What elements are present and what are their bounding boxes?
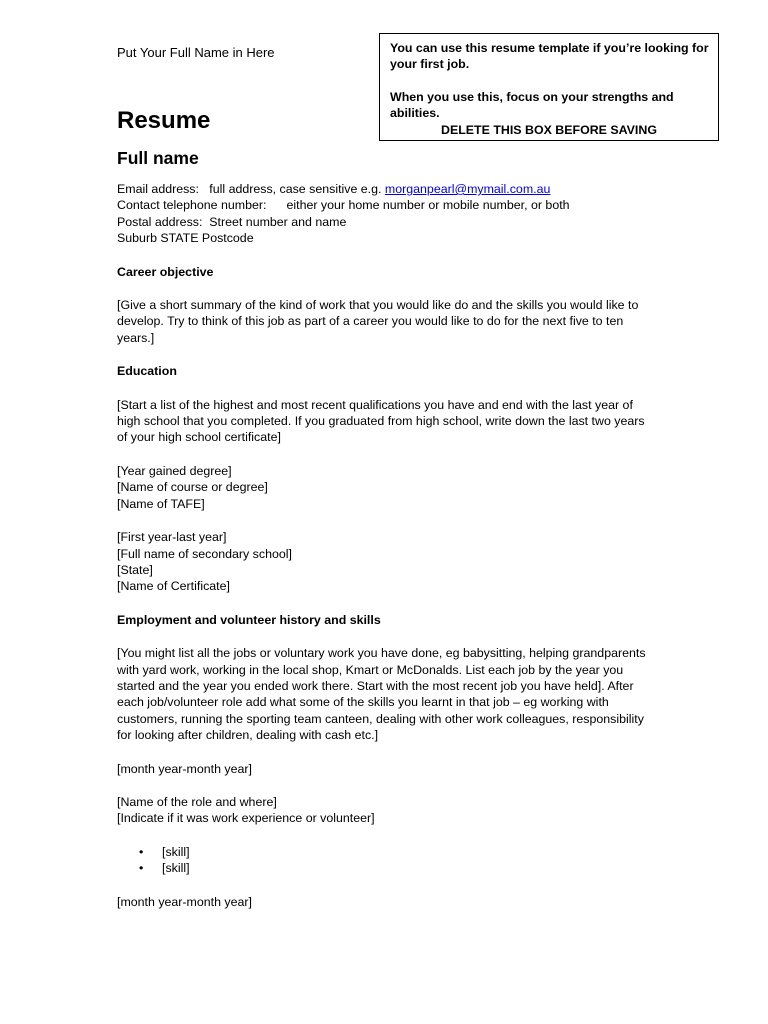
email-label: Email address: <box>117 182 199 196</box>
phone-label: Contact telephone number: <box>117 198 267 213</box>
suburb-line: Suburb STATE Postcode <box>117 231 254 246</box>
phone-description: either your home number or mobile number, or both <box>286 198 570 213</box>
list-item <box>117 844 657 860</box>
education-heading: Education <box>117 364 177 379</box>
instruction-delete-note: DELETE THIS BOX BEFORE SAVING <box>441 122 657 137</box>
phone-line <box>117 197 657 213</box>
resume-content <box>117 105 657 927</box>
list-item <box>117 860 657 876</box>
skill-text: [skill] <box>162 861 190 876</box>
email-link[interactable]: morganpearl@mymail.com.au <box>384 182 551 196</box>
education-entry-degree <box>117 463 657 512</box>
education-entry-line: [First year-last year] <box>117 530 227 545</box>
education-entry-line: [Name of TAFE] <box>117 496 205 511</box>
education-entry-school <box>117 529 657 595</box>
skills-list <box>117 844 657 877</box>
bullet-icon: • <box>139 861 144 876</box>
role-type-note: [Indicate if it was work experience or volunteer] <box>117 811 375 826</box>
skill-text: [skill] <box>162 844 190 859</box>
name-placeholder: Put Your Full Name in Here <box>117 45 275 60</box>
full-name-heading: Full name <box>117 148 199 168</box>
education-entry-line: [Name of Certificate] <box>117 579 230 594</box>
postal-label: Postal address: <box>117 214 203 229</box>
postal-description: Street number and name <box>209 214 347 229</box>
career-objective-heading: Career objective <box>117 264 214 279</box>
employment-text: [You might list all the jobs or voluntary work you have done, eg babysitting, helping grandparents with yard work, working in the local shop, Kmart or McDonalds. List each job by the year you started and the year you ended work there. Start with the most recent job you have held]. After each job/volunteer role add what some of the skills you learnt in that job – eg working with customers, running the sporting team canteen, dealing with other work colleagues, responsibility for looking after children, dealing with cash etc.] <box>117 646 646 743</box>
email-description: full address, case sensitive e.g. <box>209 182 382 196</box>
employment-role <box>117 794 657 827</box>
postal-line <box>117 214 657 230</box>
resume-title: Resume <box>117 107 211 134</box>
employment-period: [month year-month year] <box>117 761 252 776</box>
employment-heading: Employment and volunteer history and skills <box>117 612 381 627</box>
education-entry-line: [Name of course or degree] <box>117 480 268 495</box>
bullet-icon: • <box>139 844 144 859</box>
education-entry-line: [Full name of secondary school] <box>117 546 292 561</box>
email-line <box>117 181 657 197</box>
instruction-line-1: You can use this resume template if you’re looking for your first job. <box>390 41 709 72</box>
contact-details <box>117 181 657 247</box>
education-text: [Start a list of the highest and most recent qualifications you have and end with the last year of high school that you completed. If you graduated from high school, write down the last two years of your high school certificate] <box>117 397 645 445</box>
education-entry-line: [Year gained degree] <box>117 463 232 478</box>
role-name: [Name of the role and where] <box>117 794 277 809</box>
employment-period: [month year-month year] <box>117 894 252 909</box>
education-entry-line: [State] <box>117 562 153 577</box>
instruction-line-2: When you use this, focus on your strengths and abilities. <box>390 89 674 121</box>
career-objective-text: [Give a short summary of the kind of work that you would like do and the skills you would like to develop. Try to think of this job as part of a career you would like to do for the next five to ten years.] <box>117 298 639 345</box>
